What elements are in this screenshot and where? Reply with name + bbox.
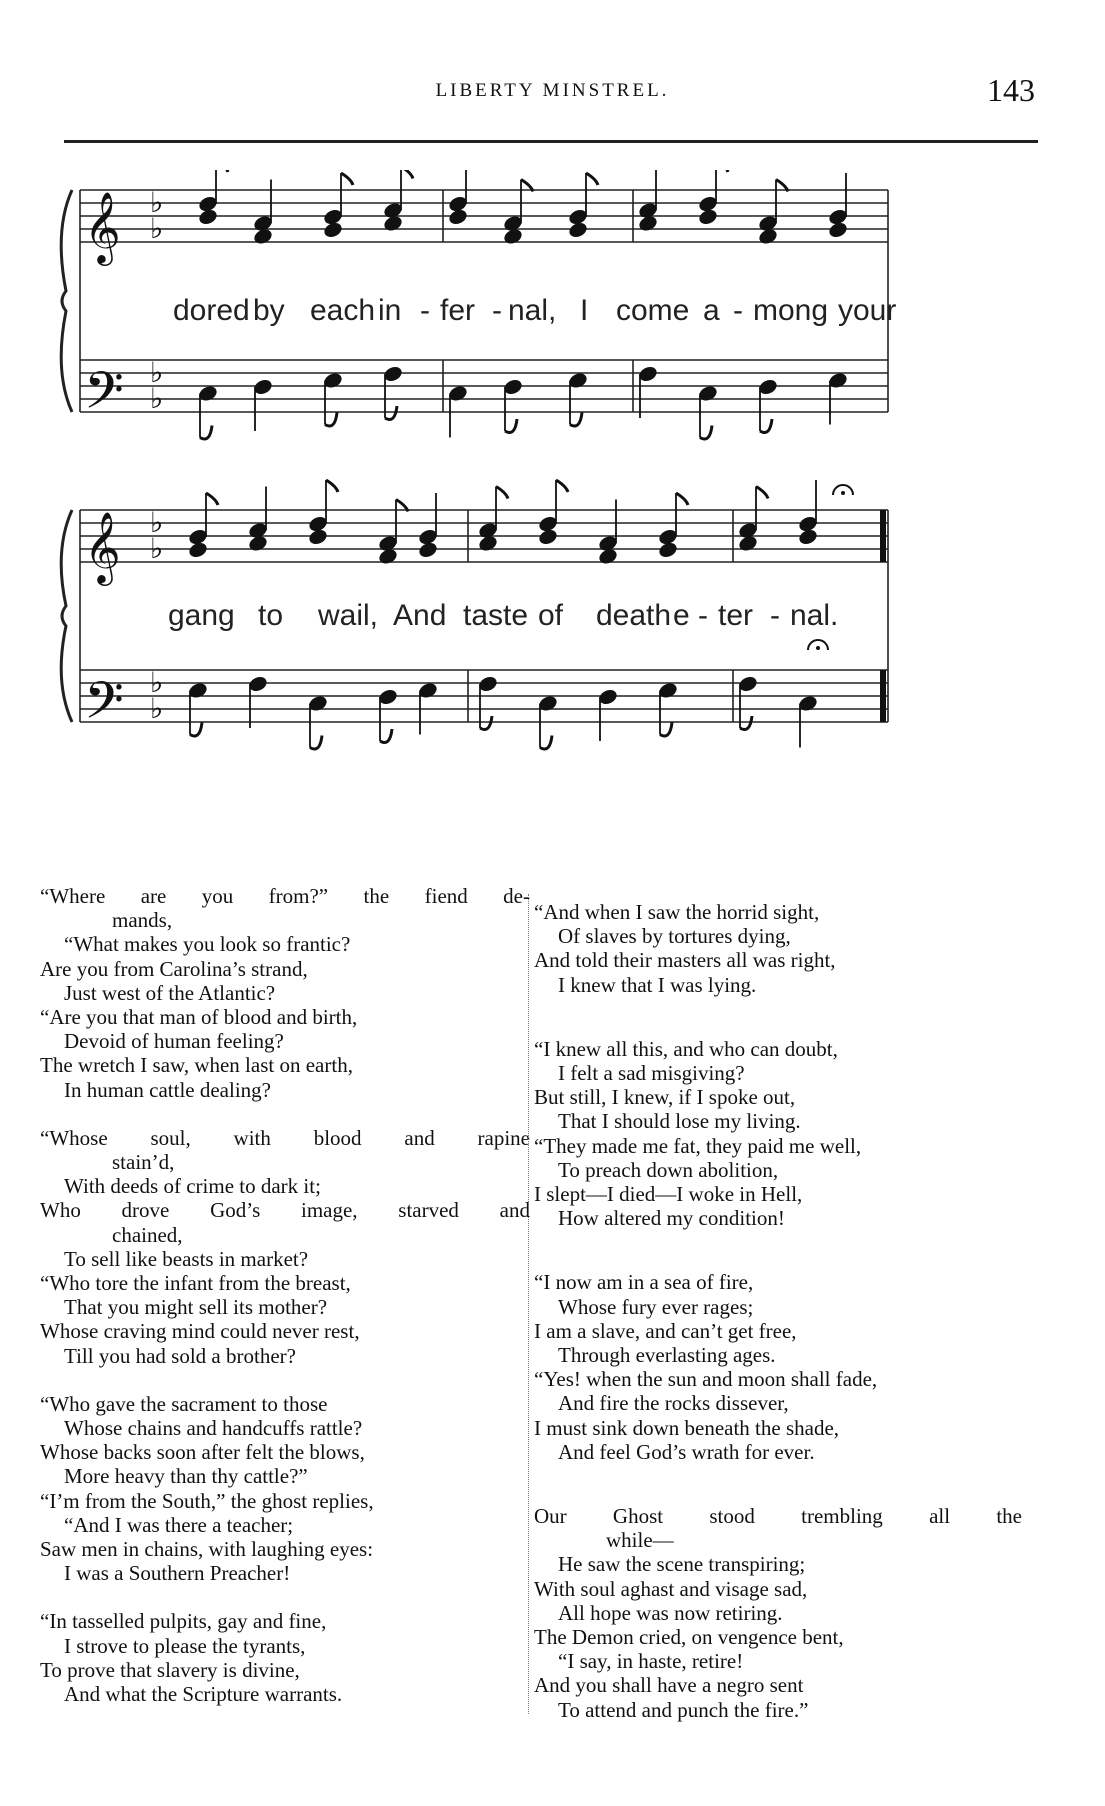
poem-line: Of slaves by tortures dying, xyxy=(558,924,791,949)
stanza-left-2 xyxy=(40,1126,530,1368)
poem-line: stain’d, xyxy=(112,1150,175,1175)
poem-line: Till you had sold a brother? xyxy=(64,1343,296,1368)
poem-line: How altered my condition! xyxy=(558,1206,785,1231)
poem-line: With soul aghast and visage sad, xyxy=(534,1576,808,1601)
column-divider xyxy=(528,894,530,1714)
poem-line: Our Ghost stood trembling all the xyxy=(534,1504,1022,1529)
poem-line: “Who gave the sacrament to those xyxy=(40,1391,328,1416)
poem-left-column xyxy=(40,884,530,1706)
poem-right-column xyxy=(534,884,1022,1722)
stanza-gap xyxy=(534,1230,1022,1270)
notehead xyxy=(187,540,209,559)
note-flag xyxy=(756,487,768,499)
poem-line: To attend and punch the fire.” xyxy=(558,1697,809,1722)
music-marks xyxy=(84,170,886,749)
poem-line: “I’m from the South,” the ghost replies, xyxy=(40,1488,374,1513)
notehead xyxy=(197,207,219,226)
poem-line: Whose chains and handcuffs rattle? xyxy=(64,1416,363,1441)
running-title: LIBERTY MINSTREL. xyxy=(435,80,670,101)
flat-icon: ♭ xyxy=(150,666,164,699)
system-brace xyxy=(61,190,72,412)
poem-line: More heavy than thy cattle?” xyxy=(64,1464,308,1489)
lyric-syllable: I xyxy=(580,294,589,327)
poem-line: “I now am in a sea of fire, xyxy=(534,1270,754,1295)
notehead xyxy=(322,220,344,239)
note-flag xyxy=(556,480,568,492)
flat-icon: ♭ xyxy=(150,692,164,725)
note-flag xyxy=(660,723,672,737)
lyric-syllable: wail, xyxy=(318,599,379,632)
system-brace xyxy=(61,510,72,722)
lyric-syllable: nal. xyxy=(790,599,839,632)
note-flag xyxy=(200,426,212,440)
lyric-syllable: of xyxy=(538,599,564,632)
poem-line: To sell like beasts in market? xyxy=(64,1246,309,1271)
fermata-dot xyxy=(816,646,820,650)
poem-line: chained, xyxy=(112,1222,183,1247)
poem-line: Whose backs soon after felt the blows, xyxy=(40,1440,365,1465)
lyric-syllable: death xyxy=(596,599,672,632)
poem-line: And told their masters all was right, xyxy=(534,948,836,973)
poem-line: In human cattle dealing? xyxy=(64,1077,271,1102)
poem-line: “Are you that man of blood and birth, xyxy=(40,1005,358,1030)
notehead xyxy=(447,207,469,226)
poem-line: “Yes! when the sun and moon shall fade, xyxy=(534,1367,878,1392)
stanza-left-4 xyxy=(40,1609,530,1706)
poem-line: Whose fury ever rages; xyxy=(558,1294,754,1319)
poem-line: Devoid of human feeling? xyxy=(64,1029,284,1054)
clef-icon: 𝄞 xyxy=(84,190,121,263)
flat-icon: ♭ xyxy=(150,212,164,245)
poem-line: I strove to please the tyrants, xyxy=(64,1633,306,1658)
stanza-left-1 xyxy=(40,884,530,1102)
poem-line: To prove that slavery is divine, xyxy=(40,1657,300,1682)
final-barline xyxy=(880,510,886,562)
poem-line: The Demon cried, on vengence bent, xyxy=(534,1625,844,1650)
poem-line: But still, I knew, if I spoke out, xyxy=(534,1085,796,1110)
stanza-right-2 xyxy=(534,1037,1022,1231)
note-flag xyxy=(496,487,508,499)
flat-icon: ♭ xyxy=(150,506,164,539)
lyric-syllable: e xyxy=(673,599,690,632)
poem-line: And feel God’s wrath for ever. xyxy=(558,1439,815,1464)
poem-line: The wretch I saw, when last on earth, xyxy=(40,1053,353,1078)
notehead xyxy=(657,540,679,559)
lyric-syllable: come xyxy=(616,294,690,327)
lyric-syllable: dored xyxy=(173,294,250,327)
poem-line: I must sink down beneath the shade, xyxy=(534,1415,840,1440)
poem-line: And what the Scripture warrants. xyxy=(64,1682,343,1707)
poem-line: And fire the rocks dissever, xyxy=(558,1391,789,1416)
lyric-syllable: - xyxy=(420,294,430,327)
poem-line: while— xyxy=(606,1528,674,1553)
stanza-gap xyxy=(534,997,1022,1037)
notehead xyxy=(827,220,849,239)
staff-lines xyxy=(61,190,888,722)
note-flag xyxy=(326,480,338,492)
notehead xyxy=(567,220,589,239)
note-flag xyxy=(676,493,688,505)
flat-icon: ♭ xyxy=(150,356,164,389)
notehead xyxy=(537,527,559,546)
poem-line: “I knew all this, and who can doubt, xyxy=(534,1036,838,1061)
lyric-syllable: - xyxy=(492,294,502,327)
lyric-syllable: fer xyxy=(440,294,476,327)
lyrics-line-2 xyxy=(168,599,838,632)
poem-line: “I say, in haste, retire! xyxy=(558,1649,744,1674)
poem-line: “They made me fat, they paid me well, xyxy=(534,1133,862,1158)
poem-line: “And when I saw the horrid sight, xyxy=(534,900,820,924)
note-flag xyxy=(341,173,353,185)
poem-line: Whose craving mind could never rest, xyxy=(40,1319,360,1344)
poem-line: Who drove God’s image, starved and xyxy=(40,1198,530,1223)
lyric-syllable: to xyxy=(258,599,284,632)
note-flag xyxy=(586,173,598,185)
poem-line: “In tasselled pulpits, gay and fine, xyxy=(40,1609,327,1634)
stanza-right-3 xyxy=(534,1270,1022,1464)
notehead xyxy=(417,540,439,559)
poem-line: I slept—I died—I woke in Hell, xyxy=(534,1182,803,1207)
poem-line: I felt a sad misgiving? xyxy=(558,1061,745,1086)
note-flag xyxy=(570,413,582,427)
lyric-syllable: mong xyxy=(753,294,829,327)
page-number: 143 xyxy=(987,72,1035,108)
lyric-syllable: - xyxy=(698,599,708,632)
flat-icon: ♭ xyxy=(150,382,164,415)
stanza-left-3 xyxy=(40,1392,530,1586)
poem-line: With deeds of crime to dark it; xyxy=(64,1174,321,1199)
note-flag xyxy=(700,426,712,440)
note-flag xyxy=(760,419,772,433)
flat-icon: ♭ xyxy=(150,532,164,565)
lyric-syllable: each xyxy=(310,294,376,327)
poem-line: That you might sell its mother? xyxy=(64,1295,328,1320)
poem-line: mands, xyxy=(112,908,173,933)
note-flag xyxy=(325,413,337,427)
note-flag xyxy=(540,736,552,750)
lyric-syllable: And xyxy=(393,599,447,632)
poem-line: Through everlasting ages. xyxy=(558,1343,776,1368)
note-flag xyxy=(716,170,728,172)
clef-icon: 𝄞 xyxy=(84,510,121,583)
lyric-syllable: your xyxy=(838,294,897,327)
poem-line: “Who tore the infant from the breast, xyxy=(40,1271,351,1296)
poem-line: I am a slave, and can’t get free, xyxy=(534,1318,797,1343)
stanza-right-4 xyxy=(534,1504,1022,1722)
notehead xyxy=(307,527,329,546)
lyric-syllable: ter xyxy=(718,599,754,632)
lyric-syllable: in xyxy=(378,294,402,327)
poem-line: All hope was now retiring. xyxy=(558,1600,783,1625)
poem-line: “Whose soul, with blood and rapine xyxy=(40,1125,530,1150)
poem-line: That I should lose my living. xyxy=(558,1109,801,1134)
poem-line: I was a Southern Preacher! xyxy=(64,1561,291,1586)
note-flag xyxy=(380,729,392,743)
stanza-gap xyxy=(40,1368,530,1392)
lyric-syllable: a xyxy=(703,294,720,327)
final-barline xyxy=(880,670,886,722)
poem-line: “What makes you look so frantic? xyxy=(64,932,351,957)
poem-line: “And I was there a teacher; xyxy=(64,1512,294,1537)
stanza-gap xyxy=(534,1464,1022,1504)
poem-line: And you shall have a negro sent xyxy=(534,1673,804,1698)
poem-line: “Where are you from?” the fiend de- xyxy=(40,884,530,908)
lyric-syllable: taste xyxy=(463,599,529,632)
lyric-syllable: by xyxy=(253,294,285,327)
lyrics-line-1 xyxy=(173,294,896,327)
lyric-syllable: - xyxy=(770,599,780,632)
note-flag xyxy=(310,736,322,750)
fermata-dot xyxy=(841,491,845,495)
header-rule xyxy=(64,140,1038,143)
lyric-syllable: - xyxy=(733,294,743,327)
poem-line: He saw the scene transpiring; xyxy=(558,1552,806,1577)
note-flag xyxy=(206,493,218,505)
lyric-syllable: gang xyxy=(168,599,235,632)
flat-icon: ♭ xyxy=(150,186,164,219)
stanza-gap xyxy=(40,1585,530,1609)
poem-line: I knew that I was lying. xyxy=(558,972,757,997)
poem-line: Are you from Carolina’s strand, xyxy=(40,956,308,981)
note-flag xyxy=(401,170,413,179)
clef-icon: 𝄢 xyxy=(84,670,124,743)
note-flag xyxy=(216,170,228,172)
lyric-syllable: nal, xyxy=(508,294,557,327)
note-flag xyxy=(505,419,517,433)
page-header xyxy=(0,70,1105,110)
poem-line: Just west of the Atlantic? xyxy=(64,980,276,1005)
clef-icon: 𝄢 xyxy=(84,360,124,433)
music-score xyxy=(48,170,1038,870)
note-flag xyxy=(190,723,202,737)
stanza-right-1 xyxy=(534,900,1022,997)
poem-line: To preach down abolition, xyxy=(558,1157,779,1182)
notehead xyxy=(797,527,819,546)
stanza-gap xyxy=(40,1102,530,1126)
poem-line: Saw men in chains, with laughing eyes: xyxy=(40,1537,374,1562)
notehead xyxy=(697,207,719,226)
